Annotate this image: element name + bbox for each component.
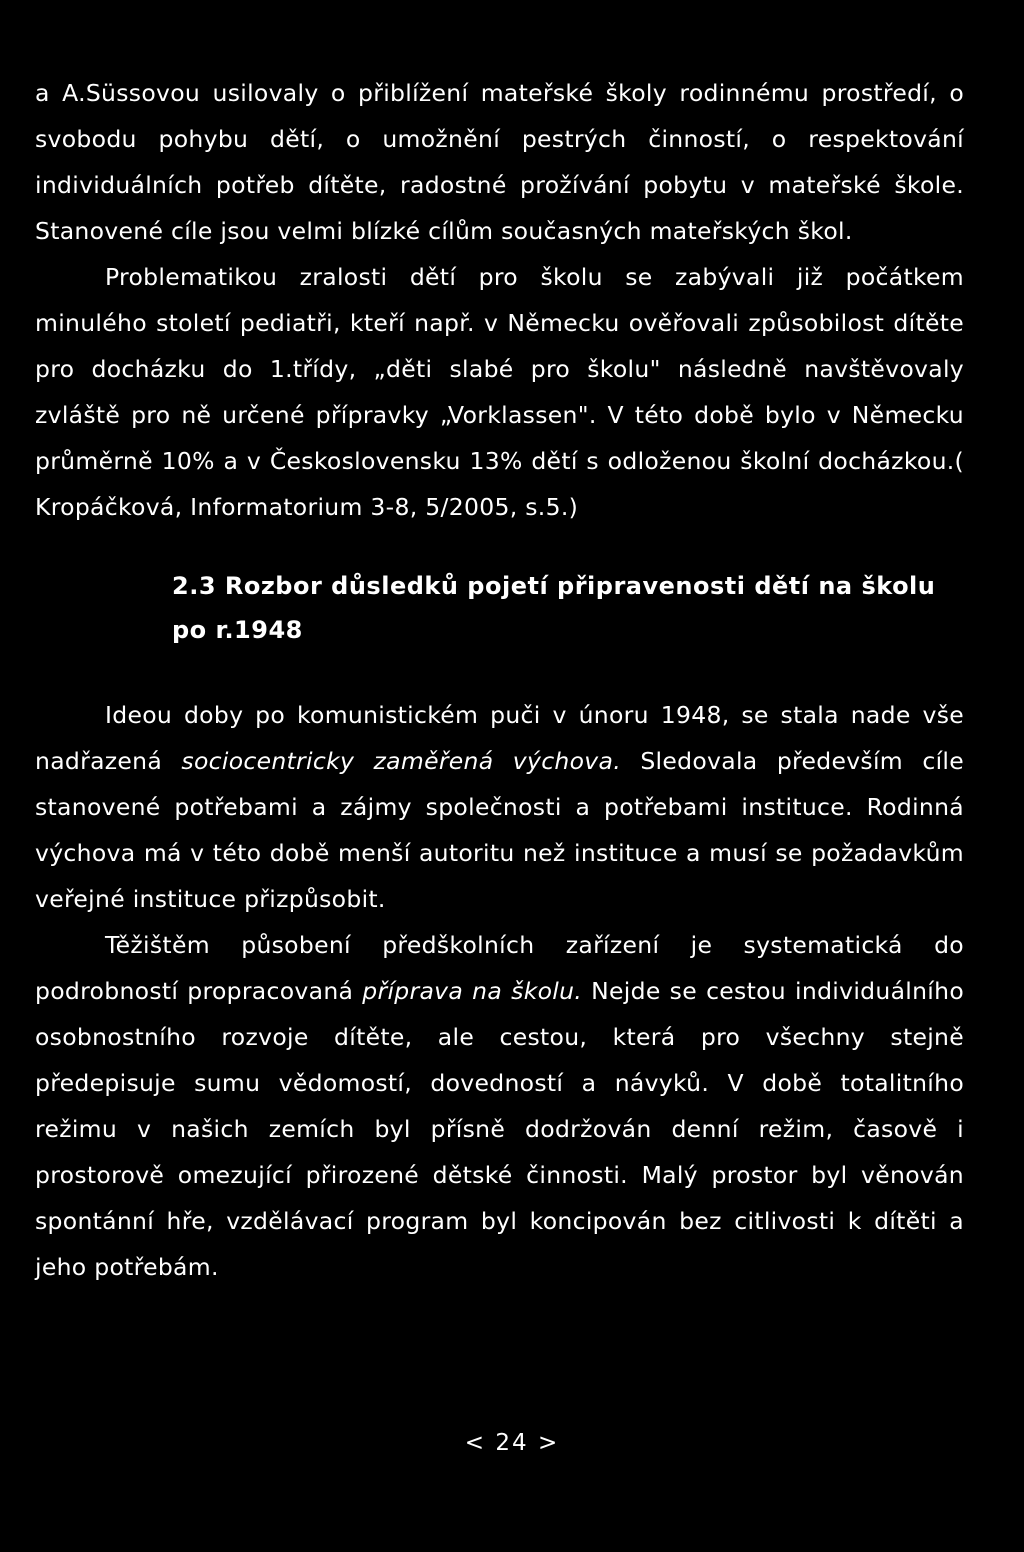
paragraph-2: Problematikou zralosti dětí pro školu se zabývali již počátkem minulého století pediatři, kteří např. v Německu ověřovali způsobilost dítěte pro docházku do 1.třídy, „děti slabé pro školu" následně navštěvovaly zvláště pro ně určené přípravky „Vorklassen". V této době bylo v Německu průměrně 10% a v Československu 13% dětí s odloženou školní docházkou.( Kropáčková, Informatorium 3-8, 5/2005, s.5.) — [35, 263, 964, 521]
section-heading — [172, 564, 964, 652]
paragraph-3-text-b: Sledovala především cíle stanovené potřebami a zájmy společnosti a potřebami instituce. Rodinná výchova má v této době menší autoritu než instituce a musí se požadavkům veřejné instituce přizpůsobit. — [35, 747, 964, 913]
section-heading-line-1: 2.3 Rozbor důsledků pojetí připravenosti dětí na školu — [172, 572, 936, 600]
section-heading-line-2: po r.1948 — [172, 616, 303, 644]
paragraph-3-text-a: Ideou doby po komunistickém puči v únoru 1948, se stala nade vše nadřazená — [35, 701, 964, 775]
paragraph-3-emphasis: sociocentricky zaměřená výchova. — [181, 747, 621, 775]
paragraph-3 — [35, 692, 964, 922]
paragraph-4-emphasis: příprava na školu. — [362, 977, 583, 1005]
paragraph-4 — [35, 922, 964, 1290]
paragraph-4-text-b: Nejde se cestou individuálního osobnostního rozvoje dítěte, ale cestou, která pro všechny stejně předepisuje sumu vědomostí, dovedností a návyků. V době totalitního režimu v našich zemích byl přísně dodržován denní režim, časově i prostorově omezující přirozené dětské činnosti. Malý prostor byl věnován spontánní hře, vzdělávací program byl koncipován bez citlivosti k dítěti a jeho potřebám. — [35, 977, 964, 1281]
spacer — [35, 652, 964, 692]
paragraph-4-text-a: Těžištěm působení předškolních zařízení je systematická do podrobností propracovaná — [35, 931, 964, 1005]
page-number: < 24 > — [464, 1430, 560, 1456]
paragraph-1: a A.Süssovou usilovaly o přiblížení mateřské školy rodinnému prostředí, o svobodu pohybu dětí, o umožnění pestrých činností, o respektování individuálních potřeb dítěte, radostné prožívání pobytu v mateřské škole. Stanovené cíle jsou velmi blízké cílům současných mateřských škol. — [35, 79, 964, 245]
